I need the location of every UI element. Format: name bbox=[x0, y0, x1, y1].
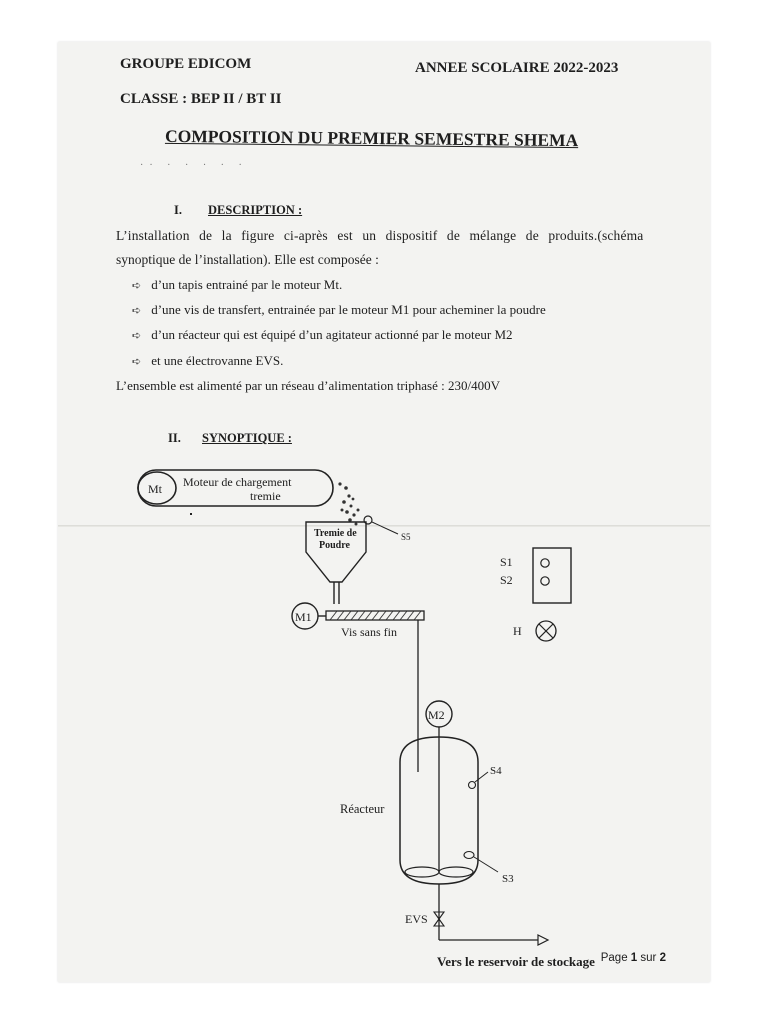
page-footer: Page 1 sur 2 bbox=[600, 952, 666, 964]
class-label: CLASSE : BEP II / BT II bbox=[120, 91, 282, 107]
school-name: GROUPE EDICOM bbox=[120, 56, 252, 72]
button-s2-label: S2 bbox=[500, 573, 513, 587]
hopper-label-2: Poudre bbox=[319, 540, 350, 551]
arrow-bullet-icon: ➪ bbox=[132, 279, 142, 292]
powder-particles bbox=[338, 482, 359, 525]
lamp-h-label: H bbox=[513, 624, 522, 638]
agitator-blade-right bbox=[439, 867, 473, 877]
list-item: ➪ et une électrovanne EVS. bbox=[132, 353, 284, 368]
sensor-s4-label: S4 bbox=[490, 765, 502, 777]
list-item: ➪ d’un tapis entrainé par le moteur Mt. bbox=[132, 277, 343, 292]
agitator-blade-left bbox=[405, 867, 439, 877]
section-label: DESCRIPTION : bbox=[208, 203, 303, 217]
section-number: II. bbox=[168, 431, 181, 445]
button-s1-label: S1 bbox=[500, 555, 513, 569]
belt-label-1: Moteur de chargement bbox=[183, 475, 292, 489]
sensor-s5-label: S5 bbox=[401, 532, 411, 542]
faded-line: ·· · · · · · bbox=[140, 160, 248, 171]
sensor-s3-icon bbox=[464, 852, 474, 859]
section-description-heading bbox=[174, 203, 302, 218]
arrow-right-icon bbox=[538, 935, 548, 945]
sensor-s3-label: S3 bbox=[502, 873, 514, 885]
motor-m1-label: M1 bbox=[295, 610, 312, 624]
intro-line-1: L’installation de la figure ci-après est un dispositif de mélange de produits.(schéma bbox=[116, 228, 644, 243]
hopper-label-1: Tremie de bbox=[314, 528, 357, 539]
outlet-valve bbox=[405, 884, 595, 969]
section-number: I. bbox=[174, 203, 182, 217]
school-year: ANNEE SCOLAIRE 2022-2023 bbox=[415, 60, 619, 76]
arrow-bullet-icon: ➪ bbox=[132, 304, 142, 317]
exam-sheet bbox=[58, 42, 710, 982]
control-panel bbox=[500, 548, 571, 603]
sensor-s5-icon bbox=[364, 516, 372, 524]
indicator-lamp-h bbox=[513, 621, 556, 641]
button-s1-icon bbox=[541, 559, 549, 567]
outlet-label: Vers le reservoir de stockage bbox=[437, 954, 595, 969]
screw-label: Vis sans fin bbox=[341, 625, 397, 639]
synoptic-diagram bbox=[58, 452, 710, 972]
reactor-label: Réacteur bbox=[340, 802, 385, 816]
valve-evs-label: EVS bbox=[405, 912, 428, 926]
arrow-bullet-icon: ➪ bbox=[132, 355, 142, 368]
supply-line: L’ensemble est alimenté par un réseau d’alimentation triphasé : 230/400V bbox=[116, 378, 500, 393]
powder-hopper bbox=[306, 516, 411, 604]
page-title: COMPOSITION DU PREMIER SEMESTRE SHEMA bbox=[164, 125, 579, 151]
motor-mt-label: Mt bbox=[148, 482, 163, 496]
belt-conveyor bbox=[138, 470, 333, 514]
intro-line-2: synoptique de l’installation). Elle est composée : bbox=[116, 252, 379, 267]
arrow-bullet-icon: ➪ bbox=[132, 329, 142, 342]
section-label: SYNOPTIQUE : bbox=[202, 431, 292, 445]
sensor-s4-icon bbox=[469, 782, 476, 789]
button-s2-icon bbox=[541, 577, 549, 585]
list-item: ➪ d’une vis de transfert, entrainée par le moteur M1 pour acheminer la poudre bbox=[132, 302, 546, 317]
screw-conveyor bbox=[292, 603, 424, 772]
reactor bbox=[340, 701, 514, 885]
section-synoptique-heading bbox=[168, 431, 292, 446]
belt-label-2: tremie bbox=[250, 489, 281, 503]
list-item: ➪ d’un réacteur qui est équipé d’un agitateur actionné par le moteur M2 bbox=[132, 327, 513, 342]
motor-m2-label: M2 bbox=[428, 708, 445, 722]
